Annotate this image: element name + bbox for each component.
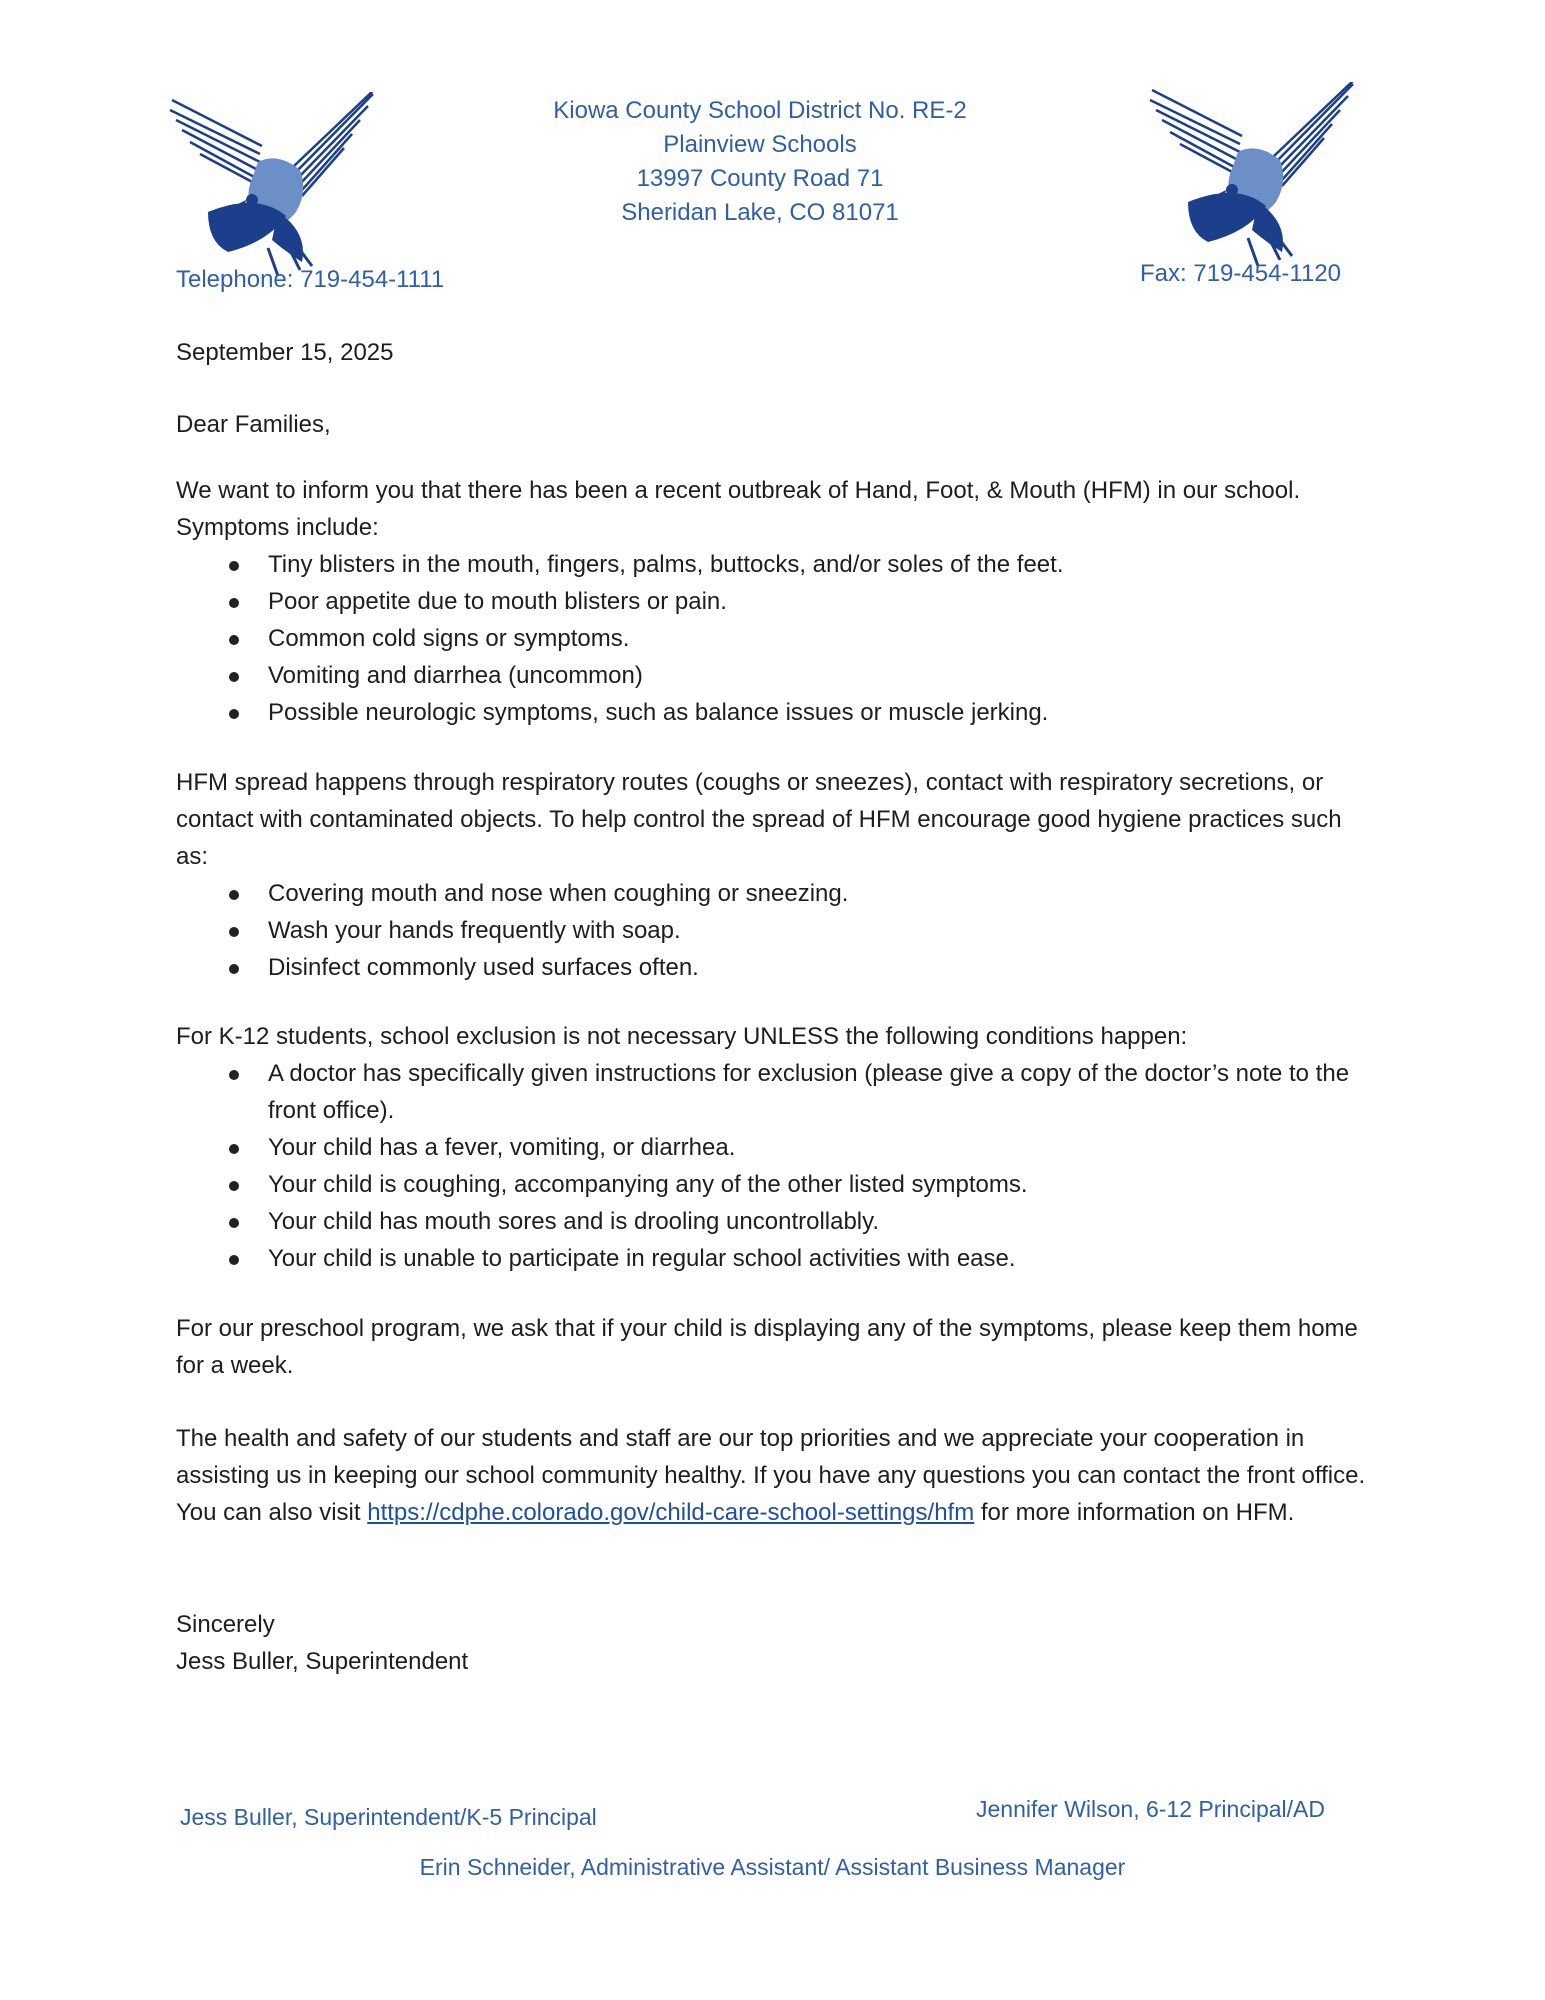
list-item: Possible neurologic symptoms, such as balance issues or muscle jerking.: [176, 694, 1366, 731]
spread-paragraph: HFM spread happens through respiratory routes (coughs or sneezes), contact with respiratory secretions, or contact with contaminated objects. To help control the spread of HFM encourage good hygiene practices such as:: [176, 769, 1342, 870]
preschool-paragraph: For our preschool program, we ask that if your child is displaying any of the symptoms, please keep them home for a week.: [176, 1315, 1358, 1379]
signature-name: Jess Buller, Superintendent: [176, 1648, 469, 1675]
school-name: Plainview Schools: [663, 131, 857, 158]
eagle-logo-icon: [168, 92, 378, 282]
footer-principal: Jennifer Wilson, 6-12 Principal/AD: [976, 1796, 1325, 1822]
list-item: Tiny blisters in the mouth, fingers, palms, buttocks, and/or soles of the feet.: [176, 546, 1366, 583]
signoff-block: [176, 1606, 1366, 1680]
fax-number: Fax: 719-454-1120: [1140, 260, 1342, 287]
signoff: Sincerely: [176, 1611, 275, 1638]
closing-text-after: for more information on HFM.: [980, 1499, 1295, 1526]
exclusion-list: [176, 1055, 1366, 1277]
list-item: Covering mouth and nose when coughing or sneezing.: [176, 875, 1366, 912]
street-address: 13997 County Road 71: [636, 165, 884, 192]
exclusion-intro: For K-12 students, school exclusion is not necessary UNLESS the following conditions happen:: [176, 1023, 1188, 1050]
list-item: Your child is unable to participate in regular school activities with ease.: [176, 1240, 1366, 1277]
eagle-logo-icon: [1148, 82, 1358, 272]
list-item: Your child is coughing, accompanying any of the other listed symptoms.: [176, 1166, 1366, 1203]
closing-text-before: The health and safety of our students and staff are our top priorities and we appreciate your cooperation in assisting us in keeping our school community healthy. If you have any questions you can contact the front office. You can also visit: [176, 1425, 1366, 1526]
hygiene-list: [176, 875, 1366, 986]
footer-assistant: Erin Schneider, Administrative Assistant/ Assistant Business Manager: [419, 1854, 1126, 1880]
footer-superintendent: Jess Buller, Superintendent/K-5 Principal: [180, 1804, 597, 1830]
symptoms-section: [176, 472, 1366, 731]
list-item: Vomiting and diarrhea (uncommon): [176, 657, 1366, 694]
list-item: Wash your hands frequently with soap.: [176, 912, 1366, 949]
salutation: Dear Families,: [176, 411, 331, 438]
list-item: Poor appetite due to mouth blisters or pain.: [176, 583, 1366, 620]
letterhead-address: [480, 94, 1040, 230]
list-item: Common cold signs or symptoms.: [176, 620, 1366, 657]
telephone-number: Telephone: 719-454-1111: [176, 266, 445, 293]
closing-paragraph: [176, 1420, 1366, 1531]
letter-date: September 15, 2025: [176, 339, 394, 366]
city-state-zip: Sheridan Lake, CO 81071: [621, 199, 899, 226]
list-item: Your child has a fever, vomiting, or diarrhea.: [176, 1129, 1366, 1166]
list-item: Your child has mouth sores and is drooling uncontrollably.: [176, 1203, 1366, 1240]
district-name: Kiowa County School District No. RE-2: [553, 97, 967, 124]
list-item: A doctor has specifically given instructions for exclusion (please give a copy of the doctor’s note to the front office).: [176, 1055, 1366, 1129]
intro-paragraph: We want to inform you that there has been a recent outbreak of Hand, Foot, & Mouth (HFM) in our school. Symptoms include:: [176, 477, 1301, 541]
list-item: Disinfect commonly used surfaces often.: [176, 949, 1366, 986]
symptoms-list: [176, 546, 1366, 731]
exclusion-section: [176, 1018, 1366, 1277]
hygiene-section: [176, 764, 1366, 986]
cdphe-hfm-link[interactable]: https://cdphe.colorado.gov/child-care-school-settings/hfm: [367, 1499, 975, 1526]
